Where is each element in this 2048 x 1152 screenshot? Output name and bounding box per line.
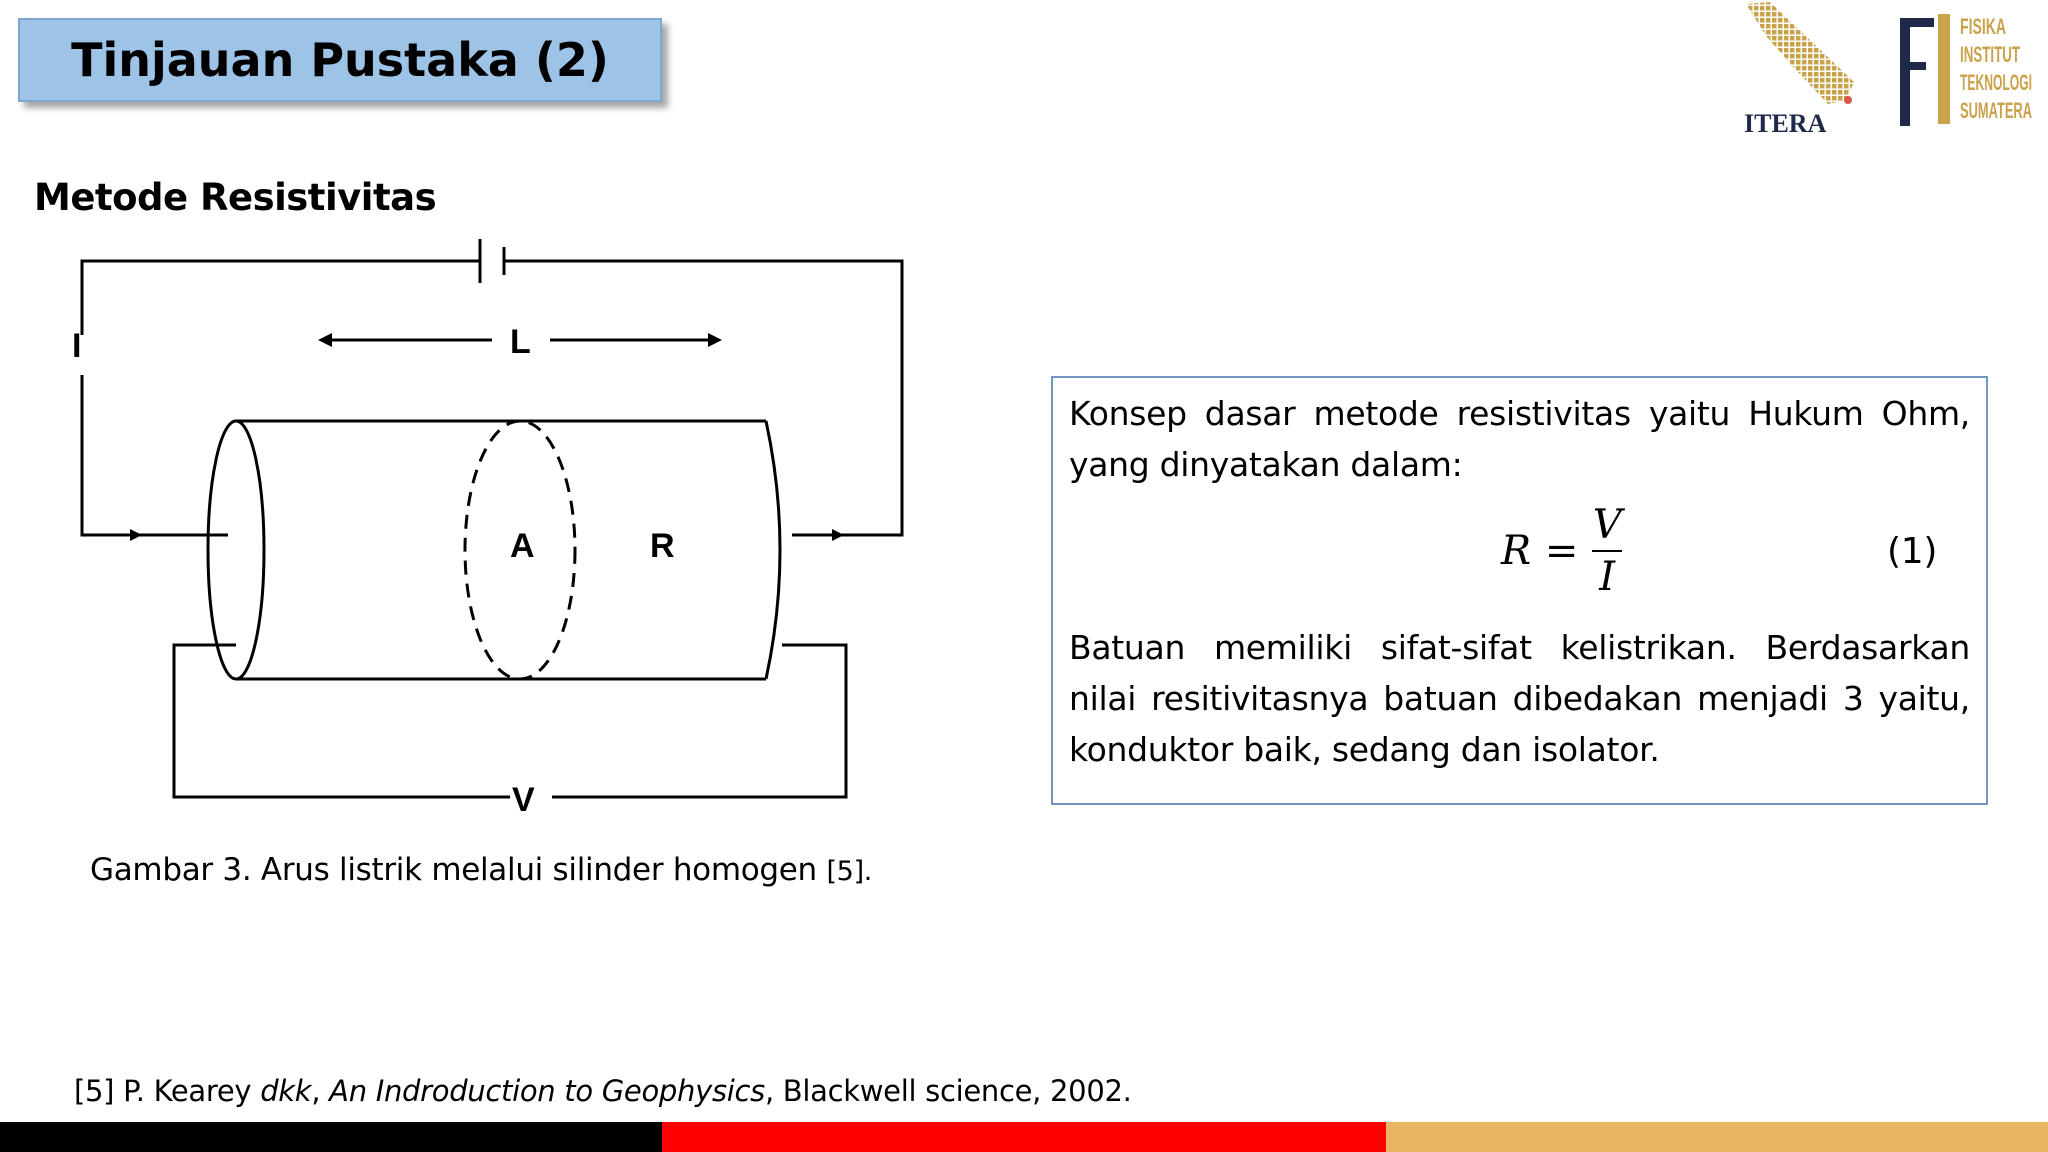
figure-caption — [90, 852, 872, 888]
reference-dkk: dkk — [260, 1074, 312, 1108]
current-arrowhead-left — [130, 529, 142, 541]
reference-suffix: , Blackwell science, 2002. — [764, 1074, 1132, 1108]
fi-letters-icon — [1900, 14, 1950, 126]
label-current: I — [72, 327, 82, 365]
fraction-bar — [1592, 550, 1622, 552]
caption-ref: [5]. — [826, 856, 873, 887]
info-paragraph-2: Batuan memiliki sifat-sifat kelistrikan. Berdasarkan nilai resitivitasnya batuan dibedakan menjadi 3 yaitu, konduktor baik, sedang dan isolator. — [1069, 628, 1970, 769]
footer-bar-black — [0, 1122, 662, 1152]
current-arrowhead-right — [832, 529, 844, 541]
label-resistance: R — [650, 527, 675, 565]
fi-line-2: INSTITUT — [1960, 42, 2021, 67]
equation-numerator: V — [1592, 502, 1622, 548]
equation-fraction — [1592, 502, 1622, 600]
info-box — [1051, 376, 1988, 805]
ohm-equation — [1069, 490, 1970, 622]
cylinder-right-end — [766, 421, 780, 679]
top-wire-left — [82, 261, 480, 335]
reference-citation — [74, 1074, 1132, 1108]
itera-logo — [1736, 0, 1866, 145]
length-arrowhead-right — [708, 333, 722, 347]
resistivity-diagram — [60, 235, 920, 830]
equation-number: (1) — [1887, 531, 1938, 572]
itera-mosaic-icon — [1746, 2, 1854, 104]
top-wire-right — [504, 261, 902, 535]
label-length: L — [510, 323, 531, 361]
footer-bar-red — [662, 1122, 1386, 1152]
title-box — [18, 18, 662, 102]
footer-bar-gold — [1386, 1122, 2048, 1152]
label-area: A — [510, 527, 535, 565]
itera-dot-icon — [1844, 96, 1852, 104]
fi-logo — [1894, 10, 2044, 135]
info-paragraph-1: Konsep dasar metode resistivitas yaitu Hukum Ohm, yang dinyatakan dalam: — [1069, 394, 1970, 484]
equation-equals: = — [1544, 527, 1579, 574]
fi-line-1: FISIKA — [1960, 14, 2007, 39]
section-heading: Metode Resistivitas — [34, 176, 437, 219]
cylinder-left-end — [208, 421, 264, 679]
reference-book: An Indroduction to Geophysics — [329, 1074, 765, 1108]
fi-logo-text: FI — [1894, 10, 1895, 11]
caption-text: Gambar 3. Arus listrik melalui silinder homogen — [90, 852, 817, 888]
equation-lhs: R — [1501, 527, 1531, 574]
voltage-wire-right — [552, 645, 846, 797]
reference-prefix: [5] P. Kearey — [74, 1074, 261, 1108]
equation-denominator: I — [1599, 554, 1615, 600]
left-wire — [82, 375, 228, 535]
label-voltage: V — [512, 781, 535, 819]
reference-sep: , — [311, 1074, 330, 1108]
fi-line-4: SUMATERA — [1960, 98, 2033, 123]
page-title: Tinjauan Pustaka (2) — [71, 33, 609, 87]
length-arrowhead-left — [318, 333, 332, 347]
itera-logo-text: ITERA — [1744, 109, 1827, 138]
fi-line-3: TEKNOLOGI — [1960, 70, 2032, 95]
